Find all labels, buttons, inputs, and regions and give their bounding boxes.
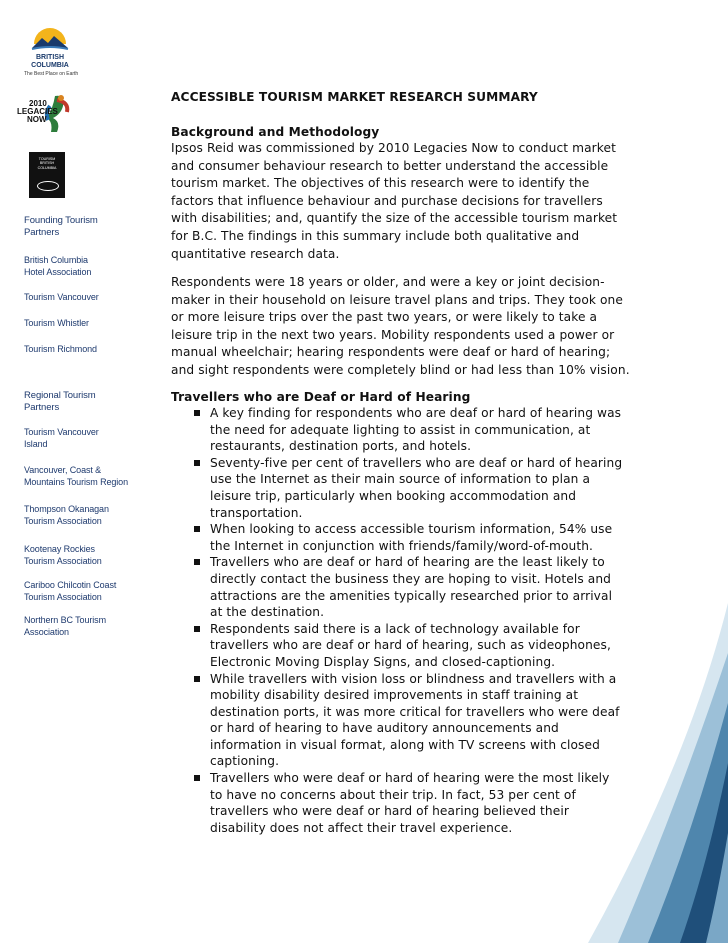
bullet-line: Travellers who were deaf or hard of hearing were the most likely — [210, 771, 610, 786]
partner-line: Tourism Richmond — [24, 344, 97, 354]
bullet-square-icon — [194, 676, 200, 682]
bc-logo-tagline: The Best Place on Earth — [24, 71, 79, 77]
bullet-square-icon — [194, 559, 200, 565]
partner-cariboo-chilcotin-coast — [24, 580, 116, 603]
paragraph-line: tourism market. The objectives of this research were to identify the — [171, 176, 590, 191]
tourism-bc-line1: TOURISM — [38, 157, 56, 161]
bullet-line: travellers who were deaf or hard of hearing believed their — [210, 804, 569, 819]
paragraph-line: Respondents were 18 years or older, and were a key or joint decision- — [171, 275, 605, 289]
bullet-square-icon — [194, 626, 200, 632]
background-paragraph — [171, 140, 646, 263]
bullet-line: travellers who are deaf or hard of hearing, such as videophones, — [210, 638, 611, 653]
bullet-line: Respondents said there is a lack of technology available for — [210, 621, 580, 636]
tourism-bc-logo — [29, 152, 65, 198]
partner-tourism-richmond — [24, 344, 97, 356]
tourism-bc-line2: BRITISH — [39, 161, 55, 166]
bullet-line: When looking to access accessible tourism information, 54% use — [210, 522, 613, 537]
legacies-now-logo — [17, 92, 72, 134]
legacies-logo-line2: LEGACIES — [17, 107, 58, 116]
partner-line: Mountains Tourism Region — [24, 476, 128, 487]
list-item — [193, 405, 648, 455]
paragraph-line: and sight respondents were completely blind or had less than 10% vision. — [171, 362, 630, 377]
list-item — [193, 621, 648, 671]
list-item — [193, 671, 648, 771]
deaf-hard-of-hearing-heading: Travellers who are Deaf or Hard of Hearing — [171, 390, 471, 404]
partner-line: Northern BC Tourism — [24, 615, 106, 625]
sun-mountain-icon — [30, 28, 70, 50]
partner-tourism-vancouver-island — [24, 427, 99, 450]
list-item — [193, 521, 648, 554]
paragraph-line: with disabilities; and, quantify the size of the accessible tourism market — [171, 211, 618, 226]
bullet-line: to have no concerns about their trip. In fact, 53 per cent of — [210, 787, 576, 802]
paragraph-line: Ipsos Reid was commissioned by 2010 Legacies Now to conduct market — [171, 141, 616, 155]
bullet-square-icon — [194, 775, 200, 781]
bullet-line: mobility disability desired improvements in staff training at — [210, 688, 579, 703]
partner-line: Vancouver, Coast & — [24, 465, 102, 475]
partner-line: Tourism Whistler — [24, 318, 89, 328]
bullet-line: transportation. — [210, 505, 303, 520]
partner-bc-hotel-association — [24, 255, 91, 278]
legacies-logo-line1: 2010 — [29, 99, 47, 108]
partner-kootenay-rockies — [24, 544, 102, 567]
respondents-paragraph — [171, 274, 646, 380]
partner-vancouver-coast-mountains — [24, 465, 128, 488]
partner-line: Tourism Association — [24, 515, 102, 526]
bullet-line: restaurants, destination ports, and hotels. — [210, 439, 472, 454]
partner-line: Tourism Association — [24, 555, 102, 566]
bullet-line: Travellers who are deaf or hard of hearing are the least likely to — [210, 555, 605, 570]
regional-heading-line1: Regional Tourism — [24, 390, 96, 401]
partner-northern-bc — [24, 615, 106, 638]
bullet-line: the need for adequate lighting to assist in communication, at — [210, 422, 591, 437]
tourism-bc-emblem-icon — [37, 181, 59, 191]
findings-list — [193, 405, 648, 836]
partner-tourism-vancouver — [24, 292, 99, 304]
founding-partners-heading — [24, 215, 98, 238]
paragraph-line: leisure trip in the next two years. Mobility respondents used a power or — [171, 327, 615, 342]
sidebar — [0, 0, 160, 943]
paragraph-line: maker in their household on leisure travel plans and trips. They took one — [171, 292, 623, 307]
partner-line: Thompson Okanagan — [24, 504, 109, 514]
bullet-square-icon — [194, 460, 200, 466]
paragraph-line: for B.C. The findings in this summary include both qualitative and — [171, 228, 580, 243]
background-heading: Background and Methodology — [171, 125, 380, 139]
partner-line: Association — [24, 626, 69, 637]
list-item — [193, 770, 648, 836]
regional-heading-line2: Partners — [24, 401, 60, 413]
paragraph-line: and consumer behaviour research to better understand the accessible — [171, 158, 609, 173]
bullet-line: leisure trip, particularly when booking accommodation and — [210, 488, 577, 503]
paragraph-line: quantitative research data. — [171, 246, 340, 261]
paragraph-line: factors that influence behaviour and purchase decisions for travellers — [171, 193, 603, 208]
bullet-line: at the destination. — [210, 605, 325, 620]
bullet-line: attractions are the amenities typically researched prior to arrival — [210, 588, 613, 603]
partner-line: Tourism Vancouver — [24, 427, 99, 437]
bullet-line: or hard of hearing to have auditory announcements and — [210, 721, 559, 736]
bullet-line: Seventy-five per cent of travellers who are deaf or hard of hearing — [210, 455, 623, 470]
bullet-line: information in visual format, along with TV screens with closed — [210, 737, 600, 752]
bullet-square-icon — [194, 410, 200, 416]
list-item — [193, 455, 648, 521]
partner-line: Tourism Association — [24, 591, 102, 602]
bullet-line: captioning. — [210, 754, 280, 769]
bc-logo-line2: COLUMBIA — [31, 62, 69, 69]
bullet-line: A key finding for respondents who are deaf or hard of hearing was — [210, 406, 622, 420]
bullet-line: directly contact the business they are hoping to visit. Hotels and — [210, 571, 611, 586]
partner-line: Island — [24, 438, 48, 449]
bullet-line: use the Internet as their main source of information to plan a — [210, 472, 591, 487]
bullet-line: the Internet in conjunction with friends/family/word-of-mouth. — [210, 538, 594, 553]
founding-heading-line2: Partners — [24, 226, 60, 238]
list-item — [193, 554, 648, 620]
bc-logo-line1: BRITISH — [36, 54, 64, 61]
british-columbia-logo — [24, 28, 84, 77]
partner-tourism-whistler — [24, 318, 89, 330]
bullet-line: While travellers with vision loss or blindness and travellers with a — [210, 671, 617, 686]
partner-line: Cariboo Chilcotin Coast — [24, 580, 117, 590]
bullet-square-icon — [194, 526, 200, 532]
bullet-line: destination ports, it was more critical for travellers who were deaf — [210, 704, 620, 719]
legacies-logo-line3: NOW — [27, 115, 47, 124]
bullet-line: Electronic Moving Display Signs, and closed-captioning. — [210, 654, 556, 669]
partner-line: Tourism Vancouver — [24, 292, 99, 302]
paragraph-line: manual wheelchair; hearing respondents were deaf or hard of hearing; — [171, 345, 611, 360]
partner-line: British Columbia — [24, 255, 88, 265]
regional-partners-heading — [24, 390, 96, 413]
document-title: ACCESSIBLE TOURISM MARKET RESEARCH SUMMARY — [171, 90, 538, 104]
founding-heading-line1: Founding Tourism — [24, 215, 98, 226]
partner-line: Hotel Association — [24, 266, 92, 277]
tourism-bc-line3: COLUMBIA — [37, 165, 57, 170]
partner-line: Kootenay Rockies — [24, 544, 95, 554]
bullet-line: disability does not affect their travel experience. — [210, 820, 513, 835]
paragraph-line: or more leisure trips over the past two years, or were likely to take a — [171, 310, 598, 325]
partner-thompson-okanagan — [24, 504, 109, 527]
